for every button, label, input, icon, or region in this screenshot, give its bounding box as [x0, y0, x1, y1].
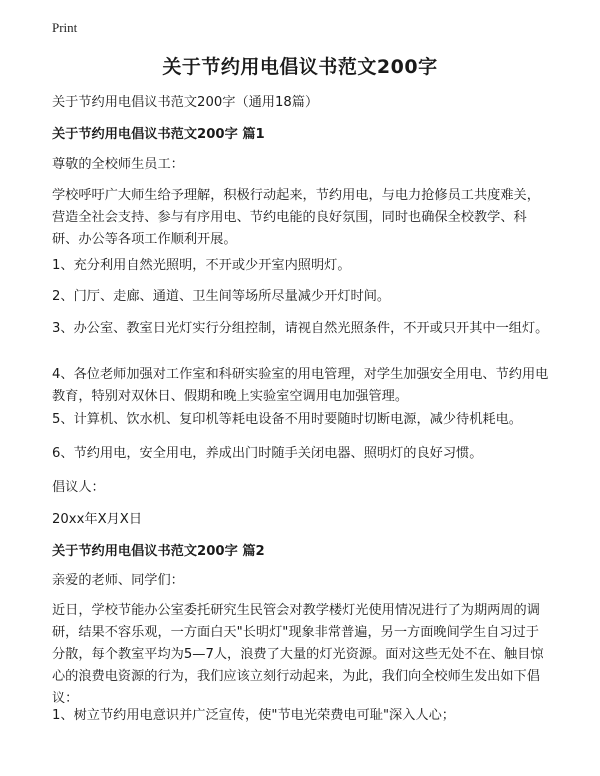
section-1-item: 3、办公室、教室日光灯实行分组控制，请视自然光照条件，不开或只开其中一组灯。	[52, 321, 549, 336]
section-1-date: 20xx年X月X日	[52, 512, 143, 527]
section-2-item: 1、树立节约用电意识并广泛宣传，使"节电光荣费电可耻"深入人心；	[52, 708, 455, 723]
section-1-item: 5、计算机、饮水机、复印机等耗电设备不用时要随时切断电源，减少待机耗电。	[52, 412, 522, 427]
section-1-item: 6、节约用电，安全用电，养成出门时随手关闭电器、照明灯的良好习惯。	[52, 446, 483, 461]
section-1-signer: 倡议人：	[52, 480, 105, 495]
document-title: 关于节约用电倡议书范文200字	[162, 56, 438, 78]
document-subtitle: 关于节约用电倡议书范文200字（通用18篇）	[52, 95, 319, 110]
section-heading-1: 关于节约用电倡议书范文200字 篇1	[52, 127, 265, 142]
section-1-item: 1、充分利用自然光照明，不开或少开室内照明灯。	[52, 258, 351, 273]
section-1-item: 2、门厅、走廊、通道、卫生间等场所尽量减少开灯时间。	[52, 289, 391, 304]
section-heading-2: 关于节约用电倡议书范文200字 篇2	[52, 544, 265, 559]
section-2-intro: 近日，学校节能办公室委托研究生民管会对教学楼灯光使用情况进行了为期两周的调研，结果不容乐观，一方面白天"长明灯"现象非常普遍，另一方面晚间学生自习过于分散，每个教室平均为5—7人，浪费了大量的灯光资源。面对这些无处不在、触目惊心的浪费电资源的行为，我们应该立刻行动起来，为此，我们向全校师生发出如下倡议：	[52, 603, 544, 706]
section-2-greeting: 亲爱的老师、同学们：	[52, 573, 184, 588]
section-1-greeting: 尊敬的全校师生员工：	[52, 157, 184, 172]
section-1-intro: 学校呼吁广大师生给予理解，积极行动起来，节约用电，与电力抢修员工共度难关，营造全社会支持、参与有序用电、节约电能的良好氛围，同时也确保全校教学、科研、办公等各项工作顺利开展。	[52, 188, 540, 247]
section-1-item: 4、各位老师加强对工作室和科研实验室的用电管理，对学生加强安全用电、节约用电教育，特别对双休日、假期和晚上实验室空调用电加强管理。	[52, 367, 549, 404]
print-link[interactable]: Print	[52, 20, 78, 35]
